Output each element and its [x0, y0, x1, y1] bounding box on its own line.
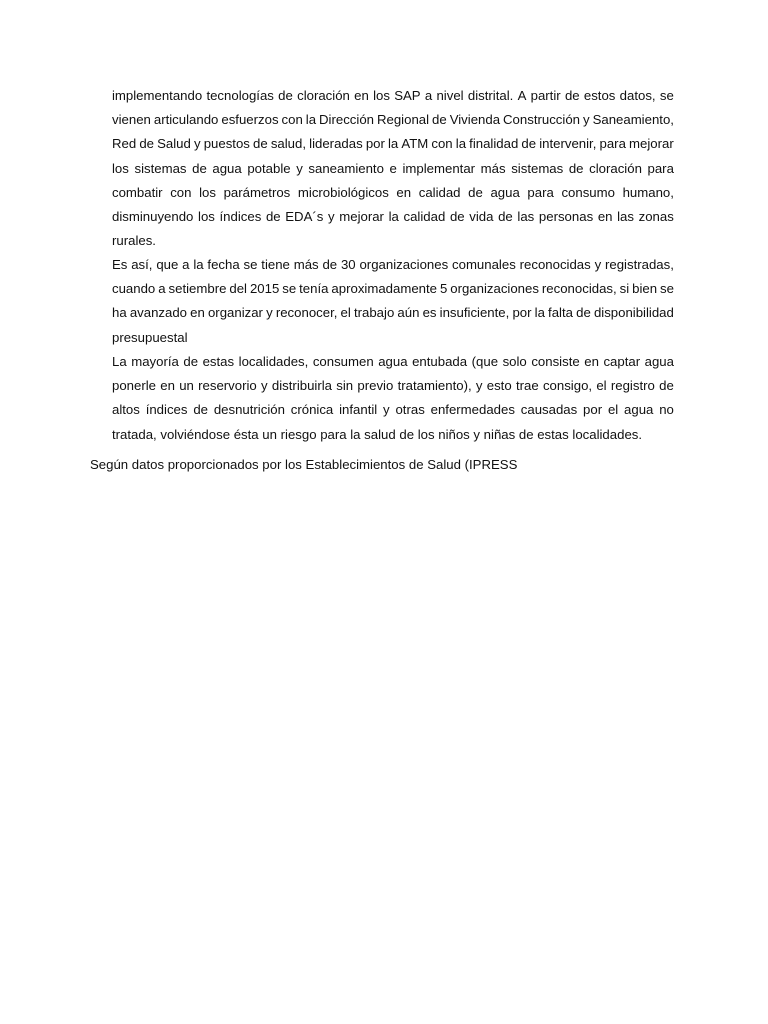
word: de	[498, 208, 513, 224]
paragraph-line	[112, 277, 674, 301]
word: organizar	[207, 305, 263, 321]
word: personas	[538, 208, 594, 224]
word: aún	[397, 305, 420, 321]
word: causadas	[520, 402, 578, 418]
word: la	[455, 136, 467, 152]
word: insuficiente,	[439, 305, 510, 321]
word: de	[449, 208, 465, 224]
word: e	[389, 160, 397, 176]
word: es	[422, 305, 437, 321]
word: consumo	[561, 184, 615, 200]
word: comunales	[452, 257, 516, 272]
word: ha	[112, 305, 127, 321]
word: la	[388, 136, 399, 152]
word: para	[647, 160, 674, 176]
word: del	[229, 281, 247, 297]
word: no	[659, 402, 674, 418]
word: disponibilidad	[593, 305, 674, 321]
word: de	[192, 160, 207, 176]
word: registradas,	[604, 257, 674, 272]
paragraph-line	[112, 108, 674, 132]
word: Es	[112, 257, 128, 272]
word: que	[156, 257, 179, 272]
word: cuando	[112, 281, 156, 297]
word: distrital.	[467, 88, 514, 103]
word: se	[660, 281, 674, 297]
word: altos	[112, 402, 140, 418]
word: la	[388, 208, 399, 224]
word: aproximadamente	[331, 281, 437, 297]
word: zonas	[638, 208, 674, 224]
word: 2015	[249, 281, 280, 297]
word: de	[659, 378, 674, 394]
word: implementar	[402, 160, 476, 176]
word: 5	[439, 281, 448, 297]
word: mejorar	[339, 208, 384, 224]
paragraph-line	[112, 301, 674, 325]
word: tiene	[261, 257, 290, 272]
word: un	[179, 378, 194, 394]
word: agua	[212, 160, 242, 176]
paragraph-health-data: Según datos proporcionados por los Establecimientos de Salud (IPRESS	[90, 457, 518, 472]
word: de	[183, 354, 199, 369]
word: en	[190, 305, 205, 321]
paragraph-chlorination	[112, 84, 674, 253]
word: finalidad	[469, 136, 519, 152]
word: la	[534, 305, 545, 321]
word: estas	[202, 354, 235, 369]
word: previo	[357, 378, 394, 394]
word: implementando	[112, 88, 203, 103]
paragraph-line: presupuestal	[112, 329, 188, 345]
word: el	[607, 402, 619, 418]
word: salud,	[270, 136, 307, 152]
word: SAP	[394, 88, 421, 103]
paragraph-organizations	[112, 253, 674, 350]
word: y	[383, 402, 390, 418]
word: captar	[603, 354, 641, 369]
paragraph-line	[112, 253, 674, 277]
word: Construcción	[503, 112, 580, 128]
word: Dirección	[319, 112, 374, 128]
word: ponerle	[112, 378, 156, 394]
word: articulando	[153, 112, 219, 128]
word: y	[266, 305, 273, 321]
word: esto	[486, 378, 512, 394]
word: tecnologías	[206, 88, 274, 103]
paragraph-water-supply	[112, 350, 674, 447]
word: Saneamiento,	[592, 112, 674, 128]
word: puestos	[203, 136, 250, 152]
word: La	[112, 354, 127, 369]
word: registro	[610, 378, 655, 394]
word: índices	[219, 208, 262, 224]
word: de	[432, 112, 447, 128]
word: por	[365, 136, 385, 152]
paragraph-line	[112, 132, 674, 156]
word: Salud	[157, 136, 191, 152]
word: infantil	[339, 402, 378, 418]
word: ATM	[401, 136, 429, 152]
word: potable	[247, 160, 291, 176]
word: por	[583, 402, 603, 418]
word: enfermedades	[430, 402, 515, 418]
word: en	[160, 378, 175, 394]
word: a	[158, 281, 166, 297]
word: y	[328, 208, 335, 224]
word: los	[373, 88, 390, 103]
word: tenía	[299, 281, 329, 297]
word: organizaciones	[450, 281, 539, 297]
word: de	[322, 257, 338, 272]
word: datos,	[619, 88, 656, 103]
word: y	[193, 136, 201, 152]
word: y	[296, 160, 303, 176]
word: consiste	[531, 354, 580, 369]
word: y	[582, 112, 590, 128]
word: calidad	[403, 208, 446, 224]
word: parámetros	[223, 184, 291, 200]
word: de	[576, 305, 591, 321]
word: de	[568, 160, 584, 176]
word: de	[265, 208, 281, 224]
word: en	[584, 354, 599, 369]
word: por	[512, 305, 532, 321]
word: agua	[490, 184, 520, 200]
word: reconocidas,	[541, 281, 617, 297]
word: vienen	[112, 112, 151, 128]
word: vida	[469, 208, 494, 224]
word: de	[193, 402, 208, 418]
word: calidad	[418, 184, 461, 200]
word: partir	[530, 88, 561, 103]
word: esfuerzos	[221, 112, 279, 128]
word: saneamiento	[308, 160, 384, 176]
word: los	[112, 160, 129, 176]
word: Red	[112, 136, 137, 152]
word: Vivienda	[449, 112, 501, 128]
word: más	[293, 257, 319, 272]
word: y	[594, 257, 602, 272]
word: solo	[502, 354, 527, 369]
word: entubada	[412, 354, 468, 369]
paragraph-line	[112, 398, 674, 422]
word: falta	[548, 305, 573, 321]
word: las	[517, 208, 535, 224]
word: combatir	[112, 184, 163, 200]
word: los	[198, 208, 215, 224]
paragraph-line	[112, 205, 674, 229]
word: desnutrición	[213, 402, 285, 418]
word: para	[527, 184, 554, 200]
word: de	[253, 136, 268, 152]
word: microbiológicos	[297, 184, 389, 200]
word: trabajo	[353, 305, 395, 321]
word: de	[468, 184, 483, 200]
word: sistemas	[134, 160, 187, 176]
word: consigo,	[542, 378, 593, 394]
word: en	[597, 208, 613, 224]
word: crónica	[290, 402, 334, 418]
word: y	[475, 378, 483, 394]
word: sistemas	[511, 160, 564, 176]
word: así,	[131, 257, 153, 272]
word: avanzado	[129, 305, 188, 321]
word: intervenir,	[539, 136, 597, 152]
word: reconocidas	[519, 257, 591, 272]
word: reconocer,	[275, 305, 338, 321]
paragraph-line: rurales.	[112, 233, 156, 249]
word: A	[517, 88, 527, 103]
paragraph-line: tratada, volviéndose ésta un riesgo para la salud de los niños y niñas de estas localidades.	[112, 426, 643, 442]
word: en	[396, 184, 412, 200]
word: el	[340, 305, 351, 321]
word: EDA´s	[285, 208, 324, 224]
word: otras	[395, 402, 425, 418]
word: tratamiento),	[397, 378, 472, 394]
word: se	[282, 281, 297, 297]
word: de	[521, 136, 537, 152]
word: localidades,	[238, 354, 309, 369]
word: los	[199, 184, 216, 200]
word: el	[596, 378, 607, 394]
word: setiembre	[168, 281, 227, 297]
word: trae	[515, 378, 539, 394]
word: disminuyendo	[112, 208, 194, 224]
word: las	[617, 208, 634, 224]
word: con	[170, 184, 192, 200]
word: en	[354, 88, 369, 103]
word: Regional	[376, 112, 430, 128]
word: cloración	[297, 88, 350, 103]
word: si	[619, 281, 630, 297]
word: con	[431, 136, 453, 152]
word: fecha	[207, 257, 240, 272]
word: se	[243, 257, 258, 272]
word: bien	[632, 281, 658, 297]
word: a	[424, 88, 433, 103]
word: estos	[583, 88, 616, 103]
word: nivel	[436, 88, 464, 103]
word: mayoría	[131, 354, 179, 369]
word: humano,	[622, 184, 674, 200]
word: consumen	[312, 354, 374, 369]
word: se	[659, 88, 674, 103]
word: sin	[336, 378, 354, 394]
word: para	[599, 136, 626, 152]
word: (que	[471, 354, 499, 369]
paragraph-line	[112, 350, 674, 374]
paragraph-line	[112, 374, 674, 398]
word: y	[261, 378, 268, 394]
paragraph-line	[112, 157, 674, 181]
paragraph-line	[112, 84, 674, 108]
word: cloración	[589, 160, 642, 176]
word: de	[139, 136, 154, 152]
word: agua	[644, 354, 674, 369]
word: con	[281, 112, 303, 128]
paragraph-line	[112, 181, 674, 205]
word: distribuirla	[271, 378, 333, 394]
word: agua	[624, 402, 654, 418]
word: lideradas	[309, 136, 363, 152]
word: índices	[145, 402, 188, 418]
word: a	[182, 257, 190, 272]
word: agua	[378, 354, 408, 369]
word: de	[564, 88, 580, 103]
word: reservorio	[198, 378, 257, 394]
word: mejorar	[629, 136, 674, 152]
word: de	[278, 88, 293, 103]
word: más	[480, 160, 506, 176]
word: 30	[340, 257, 356, 272]
word: la	[305, 112, 317, 128]
word: organizaciones	[359, 257, 449, 272]
word: la	[193, 257, 204, 272]
